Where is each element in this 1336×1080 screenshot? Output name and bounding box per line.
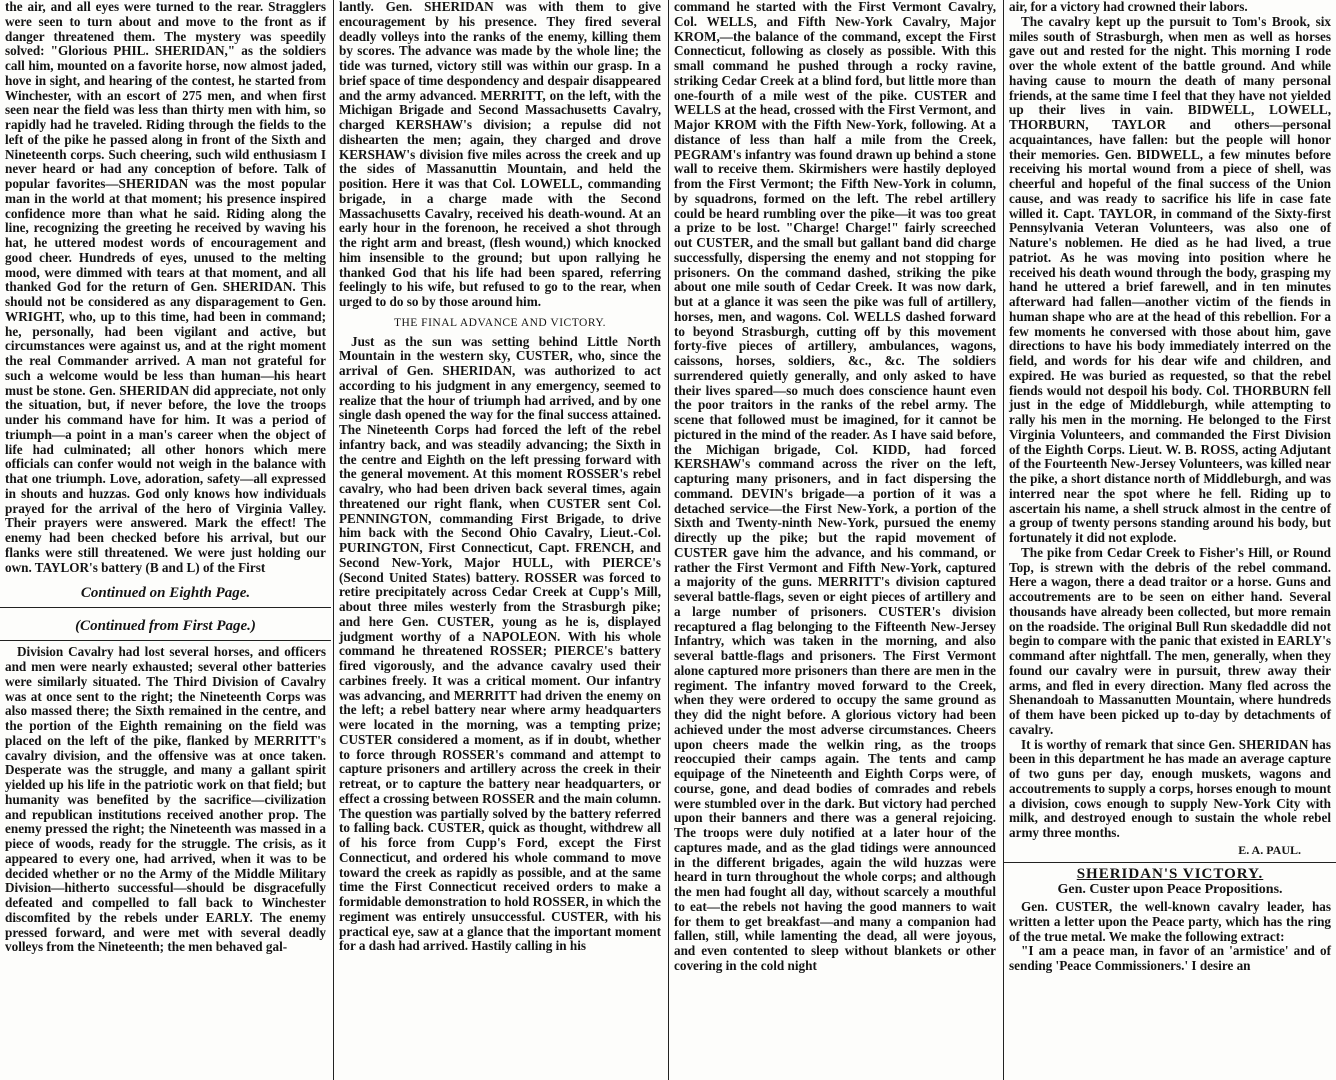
- continued-on-notice: Continued on Eighth Page.: [80, 585, 251, 602]
- continued-from-notice: (Continued from First Page.): [75, 618, 256, 635]
- column-4: [1003, 0, 1336, 1080]
- divider: [0, 640, 331, 641]
- divider: [1004, 862, 1336, 863]
- article-paragraph: The cavalry kept up the pursuit to Tom's Brook, six miles south of Strasburgh, when men as well as horses gave out and rested for the night. This morning I rode over the whole extent of the battle ground. And while having cause to mourn the death of many personal friends, at the same time I feel that they have not yielded up their lives in vain. BIDWELL, LOWELL, THORBURN, TAYLOR and others—personal acquaintances, have fallen: but the people will honor their memories. Gen. BIDWELL, a few minutes before receiving his mortal wound from a piece of shell, was cheerful and hopeful of the final success of the Union cause, and was ready to sacrifice his life in case fate willed it. Capt. TAYLOR, in command of the Sixty-first Pennsylvania Veteran Volunteers, was also one of Nature's noblemen. He died as he had lived, a true patriot. As he was moving into position where he received his death wound through the body, grasping my hand he uttered a brief farewell, and in ten minutes afterward had fallen—another victim of the fiends in human shape who are at the head of this rebellion. For a few moments he conversed with those about him, gave directions to have his body immediately interred on the field, and words for his dear wife and children, and expired. He was buried as requested, so that the rebel fiends would not despoil his body. Col. THORBURN fell just in the edge of Middleburgh, while attempting to rally his men in the morning. He belonged to the First Virginia Volunteers, and commanded the First Division of the Eighth Corps. Lieut. W. B. ROSS, acting Adjutant of the Fourteenth New-Jersey Volunteers, was killed near the pike, a short distance north of Middleburgh, and was interred near the spot where he fell. Riding up to ascertain his name, a shell struck almost in the centre of a group of twenty persons standing around his body, but fortunately it did not explode.: [1009, 13, 1331, 545]
- column-3: [668, 0, 1001, 1080]
- article-subheadline: Gen. Custer upon Peace Propositions.: [1057, 882, 1283, 898]
- article-paragraph: Just as the sun was setting behind Little North Mountain in the western sky, CUSTER, who, since the arrival of Gen. SHERIDAN, was authorized to act according to his judgment in any emergency, seemed to realize that the hour of triumph had arrived, and by one single dash opened the way for the final success attained. The Nineteenth Corps had forced the left of the rebel infantry back, and was steadily advancing; the Sixth in the centre and Eighth on the left pressing forward with the general movement. At this moment ROSSER's rebel cavalry, who had been driven back several times, again threatened our right flank, when CUSTER sent Col. PENNINGTON, commanding First Brigade, to drive him back with the Second Ohio Cavalry, Lieut.-Col. PURINGTON, First Connecticut, Capt. FRENCH, and Second New-York, Major HULL, with PIERCE's (Second United States) battery. ROSSER was forced to retire precipitately across Cedar Creek at Cupp's Mill, about three miles westerly from the Strasburgh pike; and here Gen. CUSTER, young as he is, displayed judgment worthy of a NAPOLEON. With his whole command he threatened ROSSER; PIERCE's battery fired vigorously, and the advance cavalry used their carbines freely. It was a critical moment. Our infantry was advancing, and MERRITT had driven the enemy on the left; a rebel battery near where army headquarters were located in the morning, was a tempting prize; CUSTER considered a moment, as if in doubt, whether to force through ROSSER's command and attempt to capture prisoners and artillery across the creek in their retreat, or to capture the battery near headquarters, or effect a crossing between ROSSER and the main column. The question was partially solved by the battery referred to falling back. CUSTER, quick as thought, withdrew all of his force from Cupp's Ford, except the First Connecticut, and ordered his whole command to move toward the creek as rapidly as possible, and at the same time the First Connecticut received orders to make a formidable demonstration to hold ROSSER, in which the regiment was entirely unsuccessful. CUSTER, with his practical eye, saw at a glance that the important moment for a dash had arrived. Hastily calling in his: [339, 333, 661, 954]
- article-paragraph: Gen. CUSTER, the well-known cavalry leader, has written a letter upon the Peace party, which has the ring of the true metal. We make the following extract:: [1009, 899, 1331, 944]
- article-headline: SHERIDAN'S VICTORY.: [1076, 865, 1264, 882]
- article-paragraph: Division Cavalry had lost several horses, and officers and men were nearly exhausted; several other batteries were similarly situated. The Third Division of Cavalry was at once sent to the right; the Nineteenth Corps was also massed there; the Sixth remained in the centre, and the portion of the Eighth remaining on the field was placed on the left of the pike, flanked by MERRITT's cavalry division, and the offensive was at once taken. Desperate was the struggle, and many a gallant spirit yielded up his life in the patriotic work on that field; but humanity was benefited by the sacrifice—civilization and republican institutions received another prop. The enemy pressed the right; the Nineteenth was massed in a piece of woods, ready for the struggle. The crisis, as it appeared to every one, had arrived, when it was to be decided whether or no the Army of the Middle Military Division—hitherto successful—should be disgracefully defeated and compelled to fall back to Winchester discomfited by the rebels under EARLY. The enemy pressed forward, and were met with several deadly volleys from the Nineteenth; the men behaved gal-: [5, 644, 326, 955]
- column-2: [333, 0, 666, 1080]
- article-paragraph: The pike from Cedar Creek to Fisher's Hill, or Round Top, is strewn with the debris of the rebel command. Here a wagon, there a dead traitor or a horse. Guns and accoutrements are to be seen on either hand. Several thousands have already been collected, but more remain on the roadside. The original Bull Run skedaddle did not begin to compare with the panic that existed in EARLY's command after nightfall. The men, generally, when they found our cavalry were in pursuit, threw away their arms, and fled in every direction. Many fled across the Shenandoah to Massanutten Mountain, where hundreds of them have been picked up to-day by detachments of cavalry.: [1009, 544, 1331, 737]
- article-paragraph: It is worthy of remark that since Gen. SHERIDAN has been in this department he has made an average capture of two guns per day, enough muskets, wagons and accoutrements to supply a corps, horses enough to mount a division, cows enough to supply New-York City with milk, and destroyed enough to sustain the whole rebel army three months.: [1009, 736, 1331, 840]
- section-subheading: THE FINAL ADVANCE AND VICTORY.: [393, 316, 607, 329]
- column-1: [0, 0, 331, 1080]
- article-paragraph: air, for a victory had crowned their labors.: [1009, 0, 1248, 14]
- author-signature: E. A. PAUL.: [1238, 842, 1301, 857]
- article-paragraph: the air, and all eyes were turned to the rear. Stragglers were seen to turn about and move to the front as if danger threatened them. The mystery was speedily solved: "Glorious PHIL. SHERIDAN," as the soldiers call him, mounted on a favorite horse, now almost jaded, hove in sight, and hearing of the contest, he started from Winchester, with an escort of 275 men, and when first seen near the field was less than thirty men with him, so rapidly had he traveled. Riding through the fields to the left of the pike he passed along in front of the Sixth and Nineteenth corps. Such cheering, such wild enthusiasm I never heard or had any conception of before. Talk of popular favorites—SHERIDAN was the most popular man in the world at that moment; his presence inspired confidence more than what he said. Riding along the line, recognizing the greeting he received by waving his hat, he uttered modest words of encouragement and good cheer. Hundreds of eyes, unused to the melting mood, were dimmed with tears at that moment, and all thanked God for the return of Gen. SHERIDAN. This should not be considered as any disparagement to Gen. WRIGHT, who, up to this time, had been in command; he, personally, had been vigilant and active, but circumstances were against us, and at the right moment the real Commander arrived. A man not grateful for such a welcome would be less than human—his heart must be stone. Gen. SHERIDAN did appreciate, not only the situation, but, if never before, the love the troops under his command have for him. It was a period of triumph—a point in a man's career when the object of life had culminated; all other honors which mere officials can confer would not weigh in the balance with that one triumph. Love, adoration, safety—all expressed in shouts and huzzas. God only knows how individuals prayed for the arrival of the hero of Virginia Valley. Their prayers were answered. Mark the effect! The enemy had been checked before his arrival, but our flanks were still threatened. We were just holding our own. TAYLOR's battery (B and L) of the First: [5, 0, 326, 575]
- article-paragraph: command he started with the First Vermont Cavalry, Col. WELLS, and Fifth New-York Cavalry, Major KROM,—the balance of the command, except the First Connecticut, following as closely as possible. With this small command he pushed through a rocky ravine, striking Cedar Creek at a blind ford, but little more than one-fourth of a mile west of the pike. CUSTER and WELLS at the head, crossed with the First Vermont, and Major KROM with the Fifth New-York, following. At a distance of less than half a mile from the Creek, PEGRAM's infantry was found drawn up behind a stone wall to receive them. Skirmishers were hastily deployed from the First Vermont; the Fifth New-York in column, by squadrons, formed on the left. The rebel artillery could be heard rumbling over the pike—it was too great a prize to be lost. "Charge! Charge!" fairly screeched out CUSTER, and the small but gallant band did charge successfully, dispersing the enemy and not stopping for prisoners. On the command dashed, striking the pike about one mile south of Cedar Creek. It was now dark, but at a glance it was seen the pike was full of artillery, horses, men, and wagons. Col. WELLS dashed forward to beyond Strasburgh, cutting off by this movement forty-five pieces of artillery, ambulances, wagons, caissons, horses, soldiers, &c., &c. The soldiers surrendered quietly generally, and only asked to have their lives spared—so much does conscience haunt even the poor traitors in the ranks of the rebel army. The scene that followed must be imagined, for it cannot be pictured in the mind of the reader. As I have said before, the Michigan brigade, Col. KIDD, had forced KERSHAW's command across the river on the left, capturing many prisoners, and in fact dispersing the command. DEVIN's brigade—a portion of it was a detached service—the First New-York, a portion of the Sixth and Twenty-ninth New-York, pursued the enemy directly up the pike; but the rapid movement of CUSTER gave him the advance, and his command, or rather the First Vermont and Fifth New-York, captured a majority of the guns. MERRITT's division captured several battle-flags, seven or eight pieces of artillery and a large number of prisoners. CUSTER's division recaptured a flag belonging to the Fifteenth New-Jersey Infantry, which was taken in the morning, and also several battle-flags and prisoners. The First Vermont alone captured more prisoners than there are men in the regiment. The infantry moved forward to the Creek, when they were ordered to occupy the same ground as they did the night before. A glorious victory had been achieved under the most adverse circumstances. Cheers upon cheers made the welkin ring, as the troops reoccupied their camps again. The tents and camp equipage of the Nineteenth and Eighth Corps were, of course, gone, and dead bodies of comrades and rebels were stumbled over in the dark. But victory had perched upon their banners and there was a general rejoicing. The troops were duly notified at a later hour of the captures made, and as the glad tidings were announced in the different brigades, again the wild huzzas were heard in turn throughout the whole corps; and although the men had fought all day, without scarcely a mouthful to eat—the rebels not having the good manners to wait for them to get breakfast—and many a companion had fallen, still, while lamenting the dead, all were joyous, and even contented to sleep without blankets or other covering in the cold night: [674, 0, 996, 973]
- divider: [0, 607, 331, 608]
- article-paragraph: lantly. Gen. SHERIDAN was with them to give encouragement by his presence. They fired several deadly volleys into the ranks of the enemy, killing them by scores. The advance was made by the whole line; the tide was turned, victory still was within our grasp. In a brief space of time despondency and despair disappeared and the army advanced. MERRITT, on the left, with the Michigan Brigade and Second Massachusetts Cavalry, charged KERSHAW's division; a repulse did not dishearten the men; again, they charged and drove KERSHAW's division five miles across the creek and up the sides of Massanuttin Mountain, and held the position. Here it was that Col. LOWELL, commanding brigade, in a charge made with the Second Massachusetts Cavalry, received his death-wound. At an early hour in the forenoon, he received a shot through the right arm and breast, (flesh wound,) which knocked him insensible to the ground; but upon rallying he thanked God that his life had been spared, referring feelingly to his wife, but refused to go to the rear, when urged to do so by those around him.: [339, 0, 661, 309]
- article-paragraph: "I am a peace man, in favor of an 'armistice' and of sending 'Peace Commissioners.' I desire an: [1009, 943, 1331, 973]
